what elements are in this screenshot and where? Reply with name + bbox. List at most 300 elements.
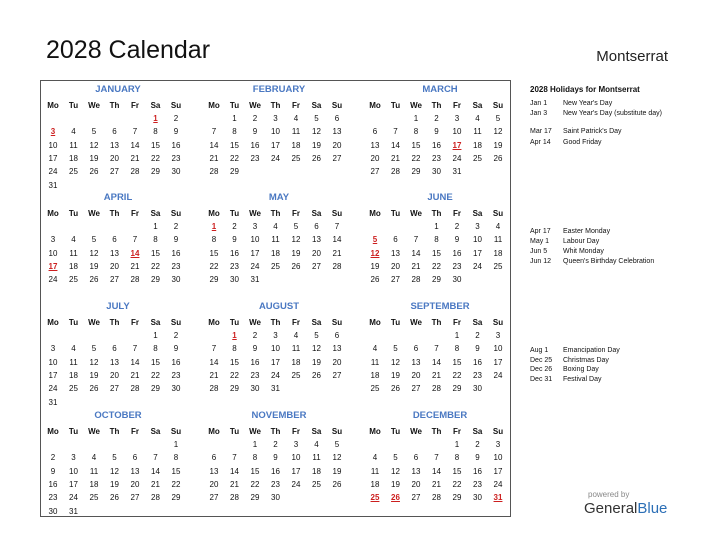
calendar-day: 27 xyxy=(391,275,400,285)
calendar-day: 10 xyxy=(493,344,503,354)
calendar-day: 22 xyxy=(151,370,160,380)
calendar-day: 28 xyxy=(151,493,160,503)
calendar-day: 10 xyxy=(291,453,301,463)
holiday-row-date: Aug 1 xyxy=(530,347,549,354)
holiday-row-name: Easter Monday xyxy=(563,228,611,235)
holiday-row-name: Christmas Day xyxy=(563,357,609,364)
calendar-day: 5 xyxy=(293,222,299,231)
calendar-day: 4 xyxy=(372,344,378,354)
weekday-label: Mo xyxy=(47,318,59,327)
calendar-day: 7 xyxy=(153,453,158,463)
calendar-day: 14 xyxy=(151,466,160,476)
calendar-day: 30 xyxy=(473,384,482,394)
calendar-day: 19 xyxy=(110,479,119,489)
calendar-day: 19 xyxy=(89,153,99,163)
calendar-day: 2 xyxy=(50,453,56,463)
calendar-day: 3 xyxy=(50,235,56,245)
calendar-day: 13 xyxy=(332,127,342,137)
calendar-day: 4 xyxy=(495,222,501,231)
weekday-label: Su xyxy=(492,427,504,436)
calendar-day: 24 xyxy=(69,493,78,503)
calendar-day: 21 xyxy=(432,479,441,489)
calendar-day: 12 xyxy=(291,235,301,245)
calendar-day: 26 xyxy=(89,384,99,394)
calendar-day: 8 xyxy=(232,127,237,137)
brand-logo xyxy=(584,500,667,517)
calendar-day: 5 xyxy=(495,114,501,123)
calendar-day: 29 xyxy=(209,275,219,285)
calendar-day: 11 xyxy=(370,357,380,367)
holiday-date: 26 xyxy=(391,493,400,503)
calendar-day: 17 xyxy=(69,479,78,489)
weekday-label: Th xyxy=(270,101,281,110)
weekday-label: Sa xyxy=(472,101,483,110)
calendar-day: 14 xyxy=(230,466,239,476)
calendar-day: 13 xyxy=(370,140,380,150)
calendar-day: 11 xyxy=(291,127,301,137)
calendar-day: 30 xyxy=(452,275,462,285)
weekday-label: Fr xyxy=(292,209,300,218)
calendar-day: 23 xyxy=(432,153,441,163)
calendar-day: 17 xyxy=(493,357,503,367)
calendar-day: 6 xyxy=(112,344,117,354)
calendar-day: 12 xyxy=(110,466,119,476)
weekday-label: Sa xyxy=(311,427,322,436)
weekday-label: Tu xyxy=(390,427,401,436)
calendar-day: 18 xyxy=(473,140,482,150)
weekday-label: Mo xyxy=(369,427,381,436)
calendar-day: 11 xyxy=(312,453,321,463)
weekday-label: Tu xyxy=(390,209,401,218)
holiday-row-name: New Year's Day (substitute day) xyxy=(563,110,662,117)
calendar-day: 16 xyxy=(48,479,58,489)
calendar-day: 28 xyxy=(391,167,400,177)
holiday-row-name: Good Friday xyxy=(563,139,602,146)
calendar-day: 3 xyxy=(273,331,278,340)
calendar-day: 21 xyxy=(411,261,421,271)
weekday-label: Th xyxy=(109,318,120,327)
calendar-day: 19 xyxy=(291,248,301,258)
calendar-day: 26 xyxy=(332,479,342,489)
weekday-label: Su xyxy=(170,427,182,436)
weekday-label: Mo xyxy=(208,209,220,218)
calendar-day: 17 xyxy=(271,140,280,150)
calendar-day: 15 xyxy=(452,357,462,367)
calendar-day: 30 xyxy=(230,275,239,285)
calendar-day: 14 xyxy=(209,357,219,367)
calendar-day: 19 xyxy=(312,140,321,150)
calendar-day: 8 xyxy=(211,235,217,245)
calendar-day: 2 xyxy=(454,222,460,231)
calendar-day: 4 xyxy=(372,453,378,463)
month-march xyxy=(365,81,515,189)
weekday-label: Th xyxy=(270,318,281,327)
month-august xyxy=(204,298,354,406)
calendar-day: 8 xyxy=(153,235,158,245)
weekday-label: Mo xyxy=(369,209,381,218)
weekday-label: Tu xyxy=(68,427,79,436)
calendar-day: 14 xyxy=(391,140,400,150)
calendar-day: 29 xyxy=(452,493,462,503)
calendar-day: 25 xyxy=(271,261,280,271)
calendar-day: 9 xyxy=(252,344,258,354)
weekday-label: Mo xyxy=(47,101,59,110)
calendar-day: 23 xyxy=(250,370,260,380)
calendar-day: 12 xyxy=(89,248,99,258)
holiday-row-name: Boxing Day xyxy=(563,366,599,373)
holiday-row-date: Dec 26 xyxy=(530,366,553,373)
calendar-grid xyxy=(40,80,511,517)
calendar-day: 5 xyxy=(91,344,97,354)
calendar-day: 6 xyxy=(393,235,398,245)
calendar-day: 23 xyxy=(473,370,482,380)
calendar-day: 9 xyxy=(252,127,258,137)
calendar-day: 23 xyxy=(171,370,181,380)
calendar-day: 18 xyxy=(493,248,503,258)
calendar-day: 28 xyxy=(432,493,441,503)
calendar-day: 14 xyxy=(130,140,140,150)
calendar-day: 22 xyxy=(151,153,160,163)
calendar-day: 30 xyxy=(171,275,181,285)
month-name: MAY xyxy=(268,192,290,203)
weekday-label: Mo xyxy=(208,101,220,110)
holiday-date: 3 xyxy=(50,127,56,137)
calendar-day: 28 xyxy=(130,275,140,285)
holiday-date: 17 xyxy=(48,261,58,271)
calendar-day: 27 xyxy=(370,167,380,177)
calendar-day: 14 xyxy=(432,466,441,476)
calendar-day: 23 xyxy=(473,479,482,489)
calendar-day: 1 xyxy=(454,440,460,449)
calendar-day: 31 xyxy=(48,397,58,407)
weekday-label: Su xyxy=(492,318,504,327)
calendar-day: 9 xyxy=(173,127,179,137)
weekday-label: We xyxy=(249,318,261,327)
month-may xyxy=(204,189,354,297)
month-june xyxy=(365,189,515,297)
calendar-day: 3 xyxy=(475,222,480,231)
calendar-day: 11 xyxy=(89,466,99,476)
weekday-label: Sa xyxy=(150,101,161,110)
calendar-day: 20 xyxy=(312,248,321,258)
calendar-day: 1 xyxy=(413,114,419,123)
calendar-day: 13 xyxy=(411,357,421,367)
calendar-day: 22 xyxy=(151,261,160,271)
calendar-day: 15 xyxy=(230,357,239,367)
calendar-day: 12 xyxy=(391,357,400,367)
calendar-day: 23 xyxy=(452,261,462,271)
calendar-day: 7 xyxy=(132,235,138,245)
weekday-label: Th xyxy=(109,101,120,110)
calendar-day: 21 xyxy=(130,370,140,380)
calendar-day: 11 xyxy=(493,235,503,245)
calendar-day: 28 xyxy=(411,275,421,285)
calendar-day: 24 xyxy=(452,153,462,163)
calendar-day: 26 xyxy=(89,275,99,285)
weekday-label: Fr xyxy=(131,209,139,218)
calendar-day: 31 xyxy=(452,167,462,177)
holiday-date: 25 xyxy=(370,493,380,503)
calendar-day: 1 xyxy=(153,331,158,340)
calendar-day: 18 xyxy=(370,370,380,380)
weekday-label: Su xyxy=(492,209,504,218)
month-november xyxy=(204,407,354,515)
calendar-day: 30 xyxy=(432,167,441,177)
weekday-label: Sa xyxy=(311,209,322,218)
calendar-day: 23 xyxy=(48,493,58,503)
weekday-label: Su xyxy=(331,427,343,436)
calendar-day: 22 xyxy=(230,153,239,163)
calendar-day: 18 xyxy=(291,357,301,367)
calendar-day: 10 xyxy=(271,344,280,354)
calendar-day: 6 xyxy=(372,127,378,137)
calendar-day: 20 xyxy=(391,261,400,271)
calendar-day: 7 xyxy=(132,344,138,354)
calendar-day: 4 xyxy=(71,127,76,137)
calendar-day: 10 xyxy=(271,127,280,137)
calendar-day: 14 xyxy=(332,235,342,245)
calendar-day: 21 xyxy=(391,153,400,163)
weekday-label: Fr xyxy=(292,101,300,110)
calendar-day: 16 xyxy=(171,140,181,150)
calendar-day: 6 xyxy=(112,235,117,245)
calendar-day: 7 xyxy=(334,222,340,231)
weekday-label: Th xyxy=(431,209,442,218)
calendar-day: 21 xyxy=(230,479,239,489)
calendar-day: 24 xyxy=(291,479,301,489)
holiday-row-name: Emancipation Day xyxy=(563,347,620,354)
calendar-day: 17 xyxy=(48,153,58,163)
calendar-day: 13 xyxy=(130,466,140,476)
calendar-day: 26 xyxy=(493,153,503,163)
calendar-day: 7 xyxy=(434,453,439,463)
calendar-day: 20 xyxy=(209,479,219,489)
calendar-day: 19 xyxy=(332,466,342,476)
calendar-day: 18 xyxy=(271,248,280,258)
calendar-day: 14 xyxy=(411,248,421,258)
weekday-label: Sa xyxy=(150,318,161,327)
calendar-day: 10 xyxy=(473,235,482,245)
calendar-day: 20 xyxy=(370,153,380,163)
holiday-row-date: Apr 17 xyxy=(530,228,551,235)
calendar-day: 7 xyxy=(393,127,398,137)
calendar-day: 4 xyxy=(475,114,480,123)
calendar-day: 9 xyxy=(475,344,480,354)
month-name: DECEMBER xyxy=(412,410,468,421)
holiday-date: 14 xyxy=(130,248,140,258)
calendar-day: 30 xyxy=(473,493,482,503)
calendar-day: 13 xyxy=(391,248,400,258)
calendar-day: 23 xyxy=(171,261,181,271)
calendar-day: 26 xyxy=(291,261,301,271)
calendar-day: 24 xyxy=(48,384,58,394)
calendar-day: 7 xyxy=(211,344,217,354)
calendar-day: 28 xyxy=(209,167,219,177)
calendar-day: 28 xyxy=(332,261,342,271)
calendar-day: 6 xyxy=(334,331,340,340)
calendar-day: 11 xyxy=(370,466,380,476)
calendar-day: 6 xyxy=(211,453,217,463)
country-name: Montserrat xyxy=(596,48,668,65)
calendar-day: 25 xyxy=(69,275,78,285)
calendar-day: 5 xyxy=(393,344,398,354)
calendar-day: 11 xyxy=(69,140,78,150)
weekday-label: Th xyxy=(431,318,442,327)
calendar-day: 26 xyxy=(312,370,321,380)
calendar-day: 3 xyxy=(50,344,56,354)
calendar-day: 18 xyxy=(69,153,78,163)
calendar-day: 24 xyxy=(48,275,58,285)
calendar-day: 10 xyxy=(69,466,78,476)
calendar-day: 25 xyxy=(370,384,380,394)
weekday-label: We xyxy=(249,427,261,436)
month-name: JULY xyxy=(106,301,130,312)
weekday-label: Tu xyxy=(68,209,79,218)
calendar-day: 10 xyxy=(452,127,462,137)
calendar-day: 27 xyxy=(209,493,219,503)
calendar-day: 8 xyxy=(454,344,460,354)
weekday-label: We xyxy=(410,101,422,110)
month-name: NOVEMBER xyxy=(251,410,307,421)
holiday-row-date: May 1 xyxy=(530,238,550,245)
calendar-day: 16 xyxy=(473,466,482,476)
holiday-row-name: Saint Patrick's Day xyxy=(563,128,622,135)
calendar-day: 14 xyxy=(209,140,219,150)
weekday-label: Tu xyxy=(229,101,240,110)
weekday-label: Sa xyxy=(150,209,161,218)
weekday-label: Mo xyxy=(369,318,381,327)
calendar-day: 8 xyxy=(153,344,158,354)
calendar-day: 27 xyxy=(332,153,342,163)
calendar-day: 5 xyxy=(91,127,97,137)
calendar-day: 9 xyxy=(50,466,56,476)
month-name: JUNE xyxy=(427,192,453,203)
month-september xyxy=(365,298,515,406)
weekday-label: Fr xyxy=(292,427,300,436)
calendar-day: 4 xyxy=(91,453,97,463)
calendar-day: 2 xyxy=(173,114,179,123)
calendar-day: 22 xyxy=(452,370,462,380)
calendar-day: 16 xyxy=(250,357,260,367)
holiday-row-name: Festival Day xyxy=(563,376,602,383)
calendar-day: 1 xyxy=(252,440,258,449)
calendar-day: 29 xyxy=(432,275,441,285)
calendar-day: 29 xyxy=(151,384,160,394)
calendar-day: 7 xyxy=(434,344,439,354)
calendar-day: 16 xyxy=(452,248,462,258)
calendar-day: 25 xyxy=(69,167,78,177)
calendar-day: 20 xyxy=(130,479,140,489)
calendar-day: 19 xyxy=(89,370,99,380)
calendar-day: 16 xyxy=(230,248,239,258)
weekday-label: Tu xyxy=(229,427,240,436)
calendar-day: 12 xyxy=(391,466,400,476)
calendar-day: 3 xyxy=(293,440,299,449)
weekday-label: We xyxy=(410,209,422,218)
calendar-day: 9 xyxy=(475,453,480,463)
calendar-day: 18 xyxy=(291,140,301,150)
calendar-day: 14 xyxy=(130,357,140,367)
calendar-day: 20 xyxy=(110,370,119,380)
weekday-label: Su xyxy=(170,318,182,327)
weekday-label: Mo xyxy=(369,101,381,110)
calendar-day: 11 xyxy=(291,344,301,354)
calendar-day: 11 xyxy=(69,248,78,258)
calendar-day: 24 xyxy=(271,370,280,380)
calendar-day: 4 xyxy=(71,235,76,245)
calendar-day: 2 xyxy=(173,222,179,231)
calendar-day: 4 xyxy=(293,114,299,123)
calendar-day: 14 xyxy=(432,357,441,367)
calendar-day: 8 xyxy=(232,344,237,354)
weekday-label: We xyxy=(410,318,422,327)
calendar-day: 6 xyxy=(112,127,117,137)
weekday-label: Mo xyxy=(208,427,220,436)
calendar-day: 1 xyxy=(232,114,237,123)
brand-name-general: General xyxy=(584,500,638,517)
weekday-label: Fr xyxy=(453,209,461,218)
weekday-label: Fr xyxy=(453,101,461,110)
weekday-label: Tu xyxy=(390,318,401,327)
calendar-day: 4 xyxy=(71,344,76,354)
calendar-day: 6 xyxy=(413,453,419,463)
calendar-day: 15 xyxy=(250,466,260,476)
calendar-day: 31 xyxy=(69,506,78,516)
calendar-day: 13 xyxy=(110,248,119,258)
calendar-day: 7 xyxy=(132,127,138,137)
calendar-day: 30 xyxy=(171,167,181,177)
calendar-day: 20 xyxy=(411,479,421,489)
month-name: APRIL xyxy=(103,192,133,203)
holiday-date: 12 xyxy=(370,248,380,258)
weekday-label: Fr xyxy=(131,101,139,110)
month-name: SEPTEMBER xyxy=(410,301,470,312)
calendar-day: 4 xyxy=(273,222,278,231)
weekday-label: Mo xyxy=(47,427,59,436)
month-april xyxy=(43,189,193,297)
calendar-day: 28 xyxy=(209,384,219,394)
calendar-day: 13 xyxy=(110,357,119,367)
calendar-day: 24 xyxy=(271,153,280,163)
calendar-day: 24 xyxy=(493,479,503,489)
month-name: FEBRUARY xyxy=(252,84,306,95)
calendar-day: 17 xyxy=(271,357,280,367)
calendar-day: 18 xyxy=(370,479,380,489)
calendar-day: 19 xyxy=(391,370,400,380)
calendar-day: 25 xyxy=(69,384,78,394)
calendar-day: 9 xyxy=(232,235,237,245)
calendar-day: 22 xyxy=(250,479,260,489)
month-october xyxy=(43,407,193,515)
calendar-day: 19 xyxy=(493,140,503,150)
calendar-day: 27 xyxy=(312,261,321,271)
weekday-label: Th xyxy=(431,427,442,436)
calendar-day: 1 xyxy=(434,222,439,231)
calendar-day: 31 xyxy=(271,384,280,394)
calendar-day: 5 xyxy=(314,114,319,123)
calendar-day: 9 xyxy=(434,127,439,137)
calendar-day: 16 xyxy=(271,466,280,476)
calendar-day: 24 xyxy=(493,370,503,380)
calendar-day: 21 xyxy=(209,153,219,163)
calendar-day: 13 xyxy=(411,466,421,476)
calendar-day: 24 xyxy=(473,261,482,271)
calendar-day: 16 xyxy=(473,357,482,367)
calendar-day: 17 xyxy=(291,466,301,476)
calendar-day: 11 xyxy=(271,235,280,245)
calendar-day: 10 xyxy=(250,235,260,245)
calendar-day: 26 xyxy=(312,153,321,163)
